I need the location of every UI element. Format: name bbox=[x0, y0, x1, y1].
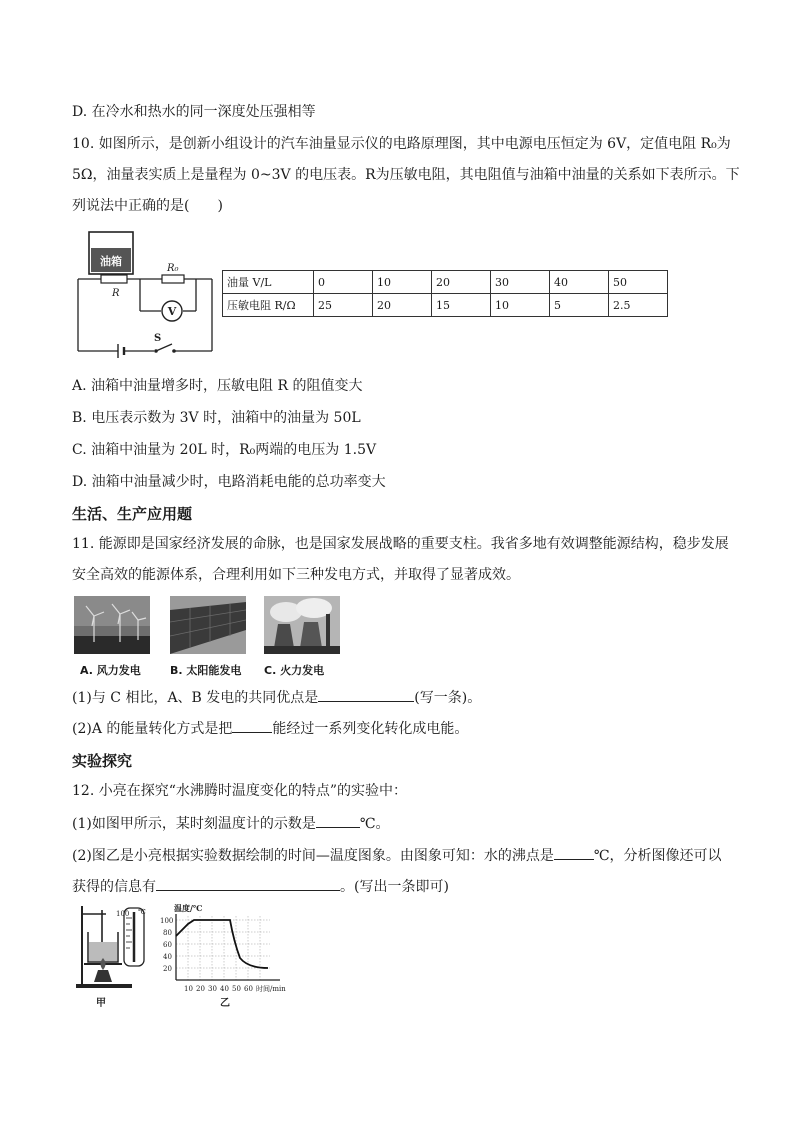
q9-option-d: D. 在冷水和热水的同一深度处压强相等 bbox=[72, 104, 316, 120]
fixed-resistor-r0 bbox=[162, 275, 184, 283]
switch-label: S bbox=[154, 333, 162, 344]
q11-sub1-text-b: (写一条)。 bbox=[414, 690, 482, 706]
x-tick-label: 60 bbox=[244, 985, 253, 993]
wind-power-photo bbox=[74, 596, 150, 654]
oil-gauge-circuit-diagram bbox=[72, 228, 220, 358]
y-tick-label: 100 bbox=[160, 917, 174, 925]
q12-sub2-text-a: (2)图乙是小亮根据实验数据绘制的时间—温度图象。由图象可知：水的沸点是 bbox=[72, 848, 554, 864]
q12-sub-1 bbox=[72, 813, 390, 834]
x-tick-label: 30 bbox=[208, 985, 217, 993]
y-tick-label: 40 bbox=[163, 953, 172, 961]
x-tick-label: 40 bbox=[220, 985, 229, 993]
table-cell: 2.5 bbox=[609, 294, 668, 317]
figure-jia-label: 甲 bbox=[96, 998, 106, 1009]
table-cell: 10 bbox=[373, 271, 432, 294]
table-header-oil: 油量 V/L bbox=[223, 271, 314, 294]
table-header-resistance: 压敏电阻 R/Ω bbox=[223, 294, 314, 317]
x-tick-label: 50 bbox=[232, 985, 241, 993]
table-cell: 50 bbox=[609, 271, 668, 294]
q11-sub2-text-a: (2)A 的能量转化方式是把 bbox=[72, 721, 233, 737]
table-cell: 40 bbox=[550, 271, 609, 294]
q12-sub-2 bbox=[72, 845, 722, 866]
q12-sub3-text-b: 。(写出一条即可) bbox=[340, 879, 449, 895]
thermometer-unit-label: ℃ bbox=[138, 908, 146, 916]
voltmeter-label: V bbox=[167, 305, 177, 318]
q11-sub1-text-a: (1)与 C 相比，A、B 发电的共同优点是 bbox=[72, 690, 319, 706]
answer-blank[interactable] bbox=[554, 845, 594, 860]
q11-stem-line-2: 安全高效的能源体系，合理利用如下三种发电方式，并取得了显著成效。 bbox=[72, 567, 520, 583]
solar-power-photo bbox=[170, 596, 246, 654]
table-row-resistance bbox=[223, 294, 668, 317]
q12-sub1-text-a: (1)如图甲所示，某时刻温度计的示数是 bbox=[72, 816, 316, 832]
r0-label: R₀ bbox=[167, 263, 179, 274]
q10-option-a: A. 油箱中油量增多时，压敏电阻 R 的阻值变大 bbox=[72, 378, 363, 394]
switch-s bbox=[156, 344, 172, 351]
q11-sub-2 bbox=[72, 718, 468, 739]
thermometer-100-label: 100 bbox=[116, 910, 130, 918]
table-cell: 15 bbox=[432, 294, 491, 317]
q12-sub1-text-b: ℃。 bbox=[359, 816, 390, 832]
table-cell: 0 bbox=[314, 271, 373, 294]
caption-wind: A. 风力发电 bbox=[80, 664, 141, 677]
q12-sub3-text-a: 获得的信息有 bbox=[72, 879, 156, 895]
table-row-oil bbox=[223, 271, 668, 294]
thermal-power-photo bbox=[264, 596, 340, 654]
table-cell: 10 bbox=[491, 294, 550, 317]
temperature-time-graph bbox=[160, 902, 300, 1010]
section-heading-experiment: 实验探究 bbox=[72, 752, 133, 770]
caption-solar: B. 太阳能发电 bbox=[170, 664, 242, 677]
q10-stem-line-3: 列说法中正确的是( ) bbox=[72, 198, 223, 214]
x-tick-label: 20 bbox=[196, 985, 205, 993]
table-cell: 20 bbox=[373, 294, 432, 317]
q10-option-c: C. 油箱中油量为 20L 时，R₀两端的电压为 1.5V bbox=[72, 442, 377, 458]
r-label: R bbox=[112, 288, 120, 299]
y-tick-label: 20 bbox=[163, 965, 172, 973]
tank-label: 油箱 bbox=[100, 255, 122, 268]
table-cell: 5 bbox=[550, 294, 609, 317]
q10-option-b: B. 电压表示数为 3V 时，油箱中的油量为 50L bbox=[72, 410, 361, 426]
table-cell: 30 bbox=[491, 271, 550, 294]
q11-sub-1 bbox=[72, 687, 481, 708]
y-tick-label: 80 bbox=[163, 929, 172, 937]
answer-blank[interactable] bbox=[232, 718, 272, 733]
q11-stem-line-1: 11. 能源即是国家经济发展的命脉，也是国家发展战略的重要支柱。我省多地有效调整能源结构，稳步发展 bbox=[72, 536, 729, 552]
x-tick-label: 10 bbox=[184, 985, 193, 993]
answer-blank[interactable] bbox=[156, 876, 340, 891]
q10-stem-line-1: 10. 如图所示，是创新小组设计的汽车油量显示仪的电路原理图，其中电源电压恒定为 6V，定值电阻 R₀为 bbox=[72, 136, 731, 152]
section-heading-application: 生活、生产应用题 bbox=[72, 505, 193, 523]
answer-blank[interactable] bbox=[318, 687, 414, 702]
graph-ylabel: 温度/℃ bbox=[174, 903, 203, 913]
pressure-resistor-r bbox=[101, 275, 127, 283]
q12-sub2-text-b: ℃，分析图像还可以 bbox=[593, 848, 722, 864]
graph-xlabel: 时间/min bbox=[256, 985, 286, 993]
oil-resistance-table bbox=[222, 270, 668, 317]
figure-yi-label: 乙 bbox=[220, 998, 230, 1009]
q12-sub-3 bbox=[72, 876, 449, 897]
answer-blank[interactable] bbox=[316, 813, 360, 828]
boiling-apparatus-diagram bbox=[72, 902, 164, 1010]
table-cell: 20 bbox=[432, 271, 491, 294]
table-cell: 25 bbox=[314, 294, 373, 317]
caption-thermal: C. 火力发电 bbox=[264, 664, 325, 677]
q10-option-d: D. 油箱中油量减少时，电路消耗电能的总功率变大 bbox=[72, 474, 386, 490]
q12-stem: 12. 小亮在探究“水沸腾时温度变化的特点”的实验中： bbox=[72, 783, 408, 799]
y-tick-label: 60 bbox=[163, 941, 172, 949]
q10-stem-line-2: 5Ω，油量表实质上是量程为 0~3V 的电压表。R为压敏电阻，其电阻值与油箱中油量的关系如下表所示。下 bbox=[72, 167, 740, 183]
q11-sub2-text-b: 能经过一系列变化转化成电能。 bbox=[272, 721, 469, 737]
